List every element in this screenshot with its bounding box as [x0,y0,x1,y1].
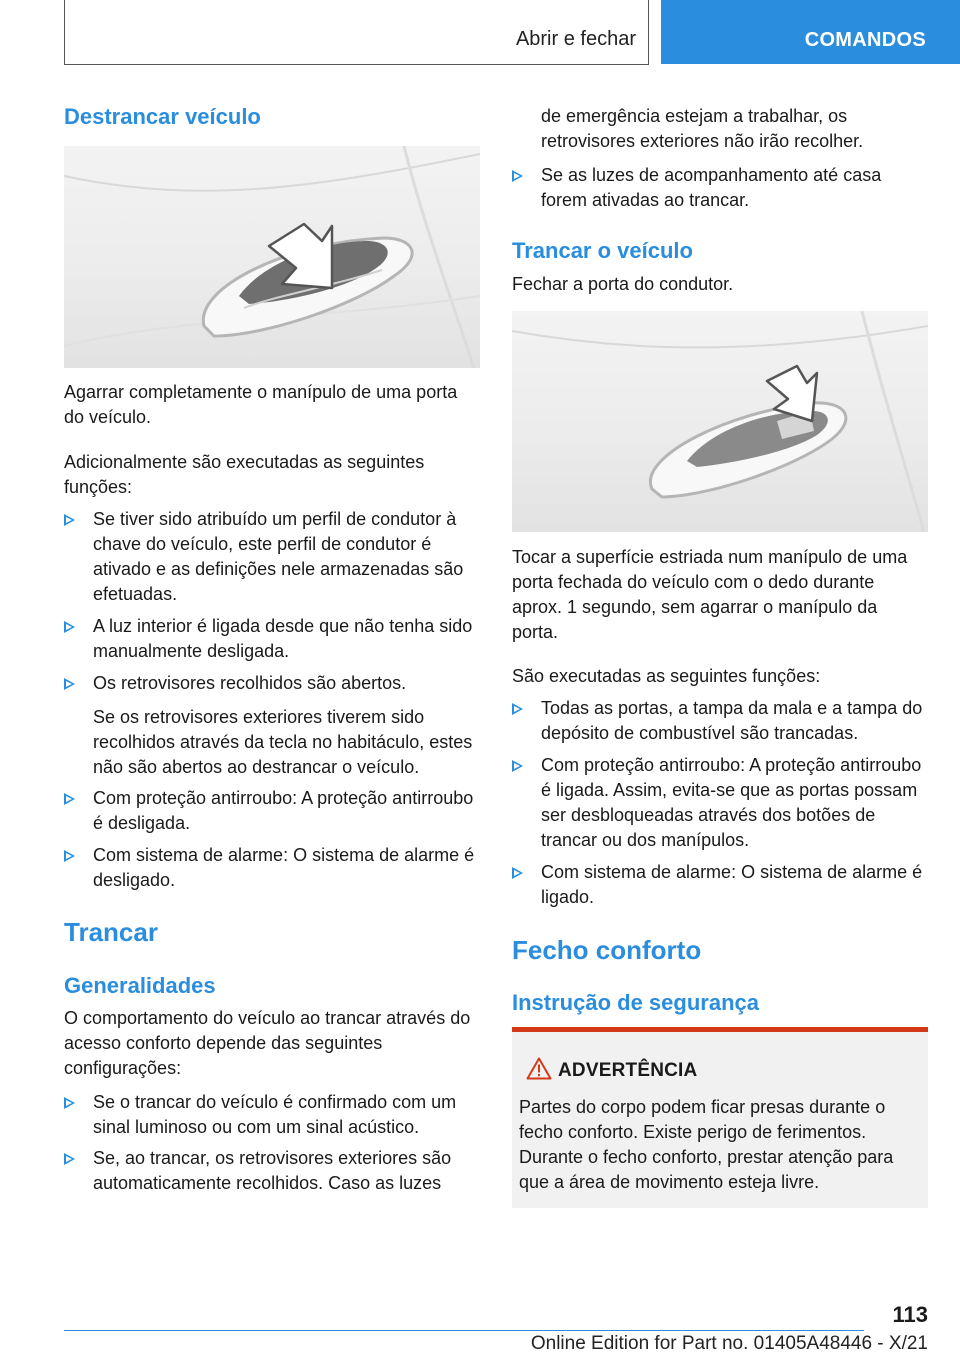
list-item [64,786,480,836]
list-item-text: Com proteção antirroubo: A proteção antirroubo é desligada. [93,788,474,833]
list-item-text: Com sistema de alarme: O sistema de alarme é desligado. [93,845,475,890]
list-item-text: Com proteção antirroubo: A proteção antirroubo é ligada. Assim, evita-se que as portas possam ser desbloqueadas através dos botões de trancar ou dos manípulos. [541,755,922,850]
bullet-triangle-icon [64,621,75,633]
list-item-text: Se as luzes de acompanhamento até casa forem ativadas ao trancar. [541,165,882,210]
heading-general: Generalidades [64,973,216,998]
bullet-triangle-icon [64,678,75,690]
list-item-text: Os retrovisores recolhidos são abertos. [93,673,407,693]
list-item-text: Se o trancar do veículo é confirmado com um sinal luminoso ou com um sinal acústico. [93,1092,457,1137]
list-item-continuation: de emergência estejam a trabalhar, os retrovisores exteriores não irão recolher. [541,106,864,151]
list-item-text: Se, ao trancar, os retrovisores exteriores são automaticamente recolhidos. Caso as luzes [93,1148,452,1193]
heading-lock: Trancar [64,917,158,947]
list-item [64,843,480,893]
paragraph-additional-functions: Adicionalmente são executadas as seguintes funções: [64,452,425,497]
list-item [64,507,480,607]
header-chapter-label: COMANDOS [804,29,926,51]
list-item [512,753,928,853]
list-item-note: Se os retrovisores exteriores tiverem sido recolhidos através da tecla no habitáculo, estes não são abertos ao destrancar o veículo. [93,707,473,777]
header-left-rule [64,0,65,64]
door-handle-image-lock [512,311,928,532]
header-chapter-tab [661,0,960,64]
bullet-triangle-icon [64,793,75,805]
heading-unlock-vehicle: Destrancar veículo [64,104,261,129]
footer-edition: Online Edition for Part no. 01405A48446 - X/21 [530,1333,928,1354]
paragraph-grab-handle: Agarrar completamente o manípulo de uma porta do veículo. [64,382,458,427]
warning-title: ADVERTÊNCIA [558,1060,698,1081]
header-section-title: Abrir e fechar [515,28,636,50]
list-item [64,671,480,696]
heading-lock-vehicle: Trancar o veículo [512,238,693,263]
bullet-triangle-icon [64,514,75,526]
bullet-triangle-icon [512,760,523,772]
list-item [64,1090,480,1140]
bullet-triangle-icon [512,170,523,182]
paragraph-close-door: Fechar a porta do condutor. [512,274,734,294]
list-item-text: Todas as portas, a tampa da mala e a tampa do depósito de combustível são trancadas. [541,698,923,743]
list-item-text: Se tiver sido atribuído um perfil de condutor à chave do veículo, este perfil de condutor é ativado e as definições nele armazenadas são efetuadas. [93,509,464,604]
bullet-triangle-icon [64,850,75,862]
heading-safety-note: Instrução de segurança [512,990,759,1015]
list-item-text: A luz interior é ligada desde que não tenha sido manualmente desligada. [93,616,473,661]
door-handle-illustration [512,311,928,532]
bullet-triangle-icon [512,867,523,879]
header-bottom-rule [64,64,649,65]
list-item [64,614,480,664]
door-handle-illustration [64,146,480,368]
paragraph-touch-surface: Tocar a superfície estriada num manípulo de uma porta fechada do veículo com o dedo durante aprox. 1 segundo, sem agarrar o manípulo da porta. [512,547,908,642]
page-number: 113 [892,1302,928,1327]
list-item [512,163,928,213]
header-right-rule [648,0,649,64]
door-handle-image-unlock [64,146,480,368]
heading-comfort-closing: Fecho conforto [512,935,702,965]
bullet-triangle-icon [64,1097,75,1109]
paragraph-executed-functions: São executadas as seguintes funções: [512,666,821,686]
list-item [512,860,928,910]
bullet-triangle-icon [512,703,523,715]
warning-triangle-icon [526,1057,552,1080]
footer-rule [64,1330,864,1331]
list-item [512,696,928,746]
list-item-text: Com sistema de alarme: O sistema de alarme é ligado. [541,862,923,907]
paragraph-general: O comportamento do veículo ao trancar através do acesso conforto depende das seguintes configurações: [64,1008,471,1078]
bullet-triangle-icon [64,1153,75,1165]
warning-text: Partes do corpo podem ficar presas durante o fecho conforto. Existe perigo de ferimentos. Durante o fecho conforto, prestar atenção para que a área de movimento esteja livre. [519,1097,894,1192]
list-item [64,1146,480,1196]
warning-box [512,1027,928,1208]
